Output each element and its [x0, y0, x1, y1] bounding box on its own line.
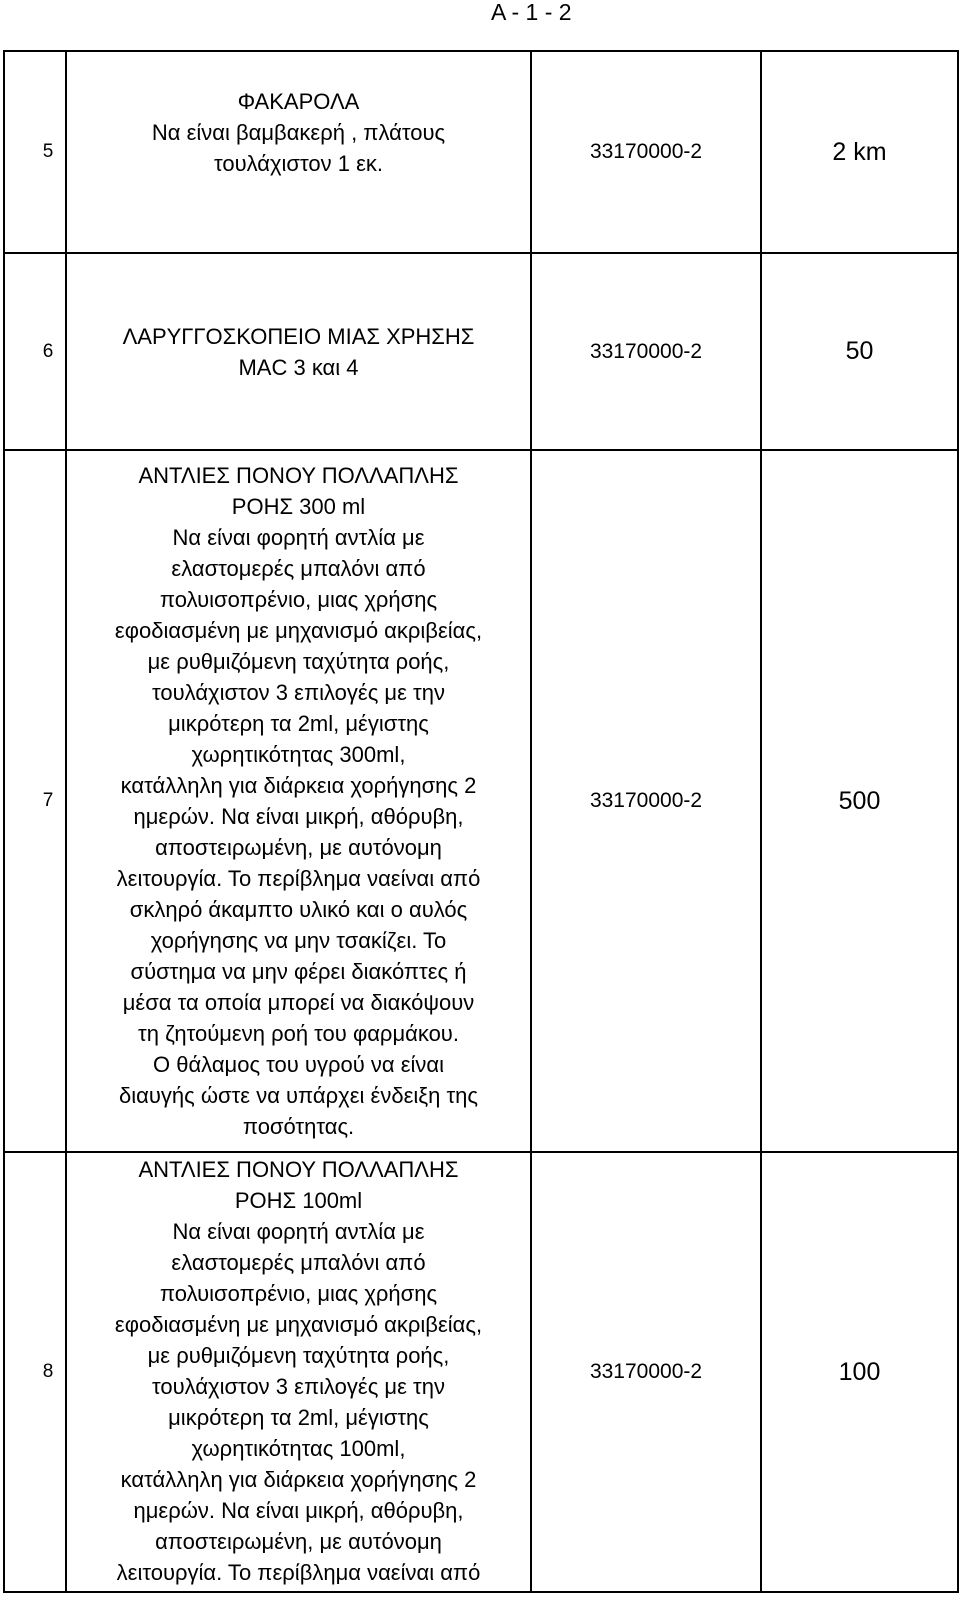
description-line: μέσα τα οποία μπορεί να διακόψουν: [122, 990, 475, 1015]
description-line: ΜΑC 3 και 4: [238, 354, 359, 380]
description-line: ΦΑΚΑΡΟΛΑ: [237, 88, 360, 114]
description-line: Ο θάλαμος του υγρού να είναι: [152, 1052, 444, 1077]
description-line: τη ζητούμενη ροή του φαρμάκου.: [138, 1021, 459, 1046]
description-line: με ρυθμιζόμενη ταχύτητα ροής,: [147, 649, 450, 674]
table-row: [4, 253, 958, 450]
item-cpv-code: 33170000-2: [531, 253, 761, 450]
item-number: 8: [42, 1361, 54, 1382]
description-line: ΑΝΤΛΙΕΣ ΠΟΝΟΥ ΠΟΛΛΑΠΛΗΣ: [138, 463, 459, 488]
item-description: [67, 321, 530, 383]
description-line: τουλάχιστον 3 επιλογές με την: [152, 1374, 445, 1399]
description-line: μικρότερη τα 2ml, μέγιστης: [168, 1405, 429, 1430]
item-quantity: 2 km: [761, 51, 958, 253]
description-line: τουλάχιστον 1 εκ.: [213, 150, 384, 176]
item-cpv-code: 33170000-2: [531, 450, 761, 1152]
item-number-cell: [4, 253, 66, 450]
description-line: εφοδιασμένη με μηχανισμό ακριβείας,: [114, 1312, 483, 1337]
table-row: [4, 51, 958, 253]
description-line: ημερών. Να είναι μικρή, αθόρυβη,: [133, 804, 464, 829]
description-line: αποστειρωμένη, με αυτόνομη: [155, 835, 442, 860]
description-line: χωρητικότητας 300ml,: [191, 742, 406, 767]
description-line: λειτουργία. Το περίβλημα ναείναι από: [116, 1560, 481, 1585]
item-description-cell: [66, 450, 531, 1152]
item-description-cell: [66, 51, 531, 253]
description-line: χορήγησης να μην τσακίζει. Το: [150, 928, 447, 953]
description-line: ΡΟΗΣ 100ml: [234, 1188, 363, 1213]
item-quantity: 100: [761, 1152, 958, 1592]
description-line: διαυγής ώστε να υπάρχει ένδειξη της: [119, 1083, 478, 1108]
description-line: κατάλληλη για διάρκεια χορήγησης 2: [120, 773, 477, 798]
description-line: σκληρό άκαμπτο υλικό και ο αυλός: [129, 897, 468, 922]
description-line: ΑΝΤΛΙΕΣ ΠΟΝΟΥ ΠΟΛΛΑΠΛΗΣ: [138, 1157, 459, 1182]
description-line: ημερών. Να είναι μικρή, αθόρυβη,: [133, 1498, 464, 1523]
item-description: [67, 1154, 530, 1591]
description-line: Να είναι βαμβακερή , πλάτους: [151, 119, 446, 145]
description-line: εφοδιασμένη με μηχανισμό ακριβείας,: [114, 618, 483, 643]
item-number-cell: [4, 450, 66, 1152]
description-line: πολυισοπρένιο, μιας χρήσης: [159, 587, 438, 612]
item-number: 6: [42, 340, 54, 362]
item-number-cell: [4, 1152, 66, 1592]
description-line: μικρότερη τα 2ml, μέγιστης: [168, 711, 429, 736]
description-line: κατάλληλη για διάρκεια χορήγησης 2: [120, 1467, 477, 1492]
table-row: [4, 450, 958, 1152]
item-description-cell: [66, 253, 531, 450]
description-line: τουλάχιστον 3 επιλογές με την: [152, 680, 445, 705]
description-line: λειτουργία. Το περίβλημα ναείναι από: [116, 866, 481, 891]
item-quantity: 500: [761, 450, 958, 1152]
description-line: πολυισοπρένιο, μιας χρήσης: [159, 1281, 438, 1306]
description-line: ΡΟΗΣ 300 ml: [231, 494, 366, 519]
page-header: [0, 0, 960, 32]
item-description: [67, 86, 530, 179]
item-description-cell: [66, 1152, 531, 1592]
description-line: ελαστομερές μπαλόνι από: [171, 1250, 426, 1275]
description-line: Να είναι φορητή αντλία με: [172, 1219, 425, 1244]
item-description: [67, 460, 530, 1142]
item-quantity: 50: [761, 253, 958, 450]
item-cpv-code: 33170000-2: [531, 51, 761, 253]
item-number: 7: [42, 790, 54, 811]
description-line: σύστημα να μην φέρει διακόπτες ή: [130, 959, 467, 984]
description-line: Να είναι φορητή αντλία με: [172, 525, 425, 550]
description-line: ΛΑΡΥΓΓΟΣΚΟΠΕΙΟ ΜΙΑΣ ΧΡΗΣΗΣ: [122, 323, 475, 349]
description-line: αποστειρωμένη, με αυτόνομη: [155, 1529, 442, 1554]
item-number-cell: [4, 51, 66, 253]
item-number: 5: [42, 141, 54, 162]
item-cpv-code: 33170000-2: [531, 1152, 761, 1592]
description-line: ποσότητας.: [242, 1114, 355, 1139]
table-row: [4, 1152, 958, 1592]
items-table: [3, 50, 959, 1593]
description-line: με ρυθμιζόμενη ταχύτητα ροής,: [147, 1343, 450, 1368]
description-line: ελαστομερές μπαλόνι από: [171, 556, 426, 581]
description-line: χωρητικότητας 100ml,: [191, 1436, 406, 1461]
page-reference: Α - 1 - 2: [491, 0, 572, 25]
